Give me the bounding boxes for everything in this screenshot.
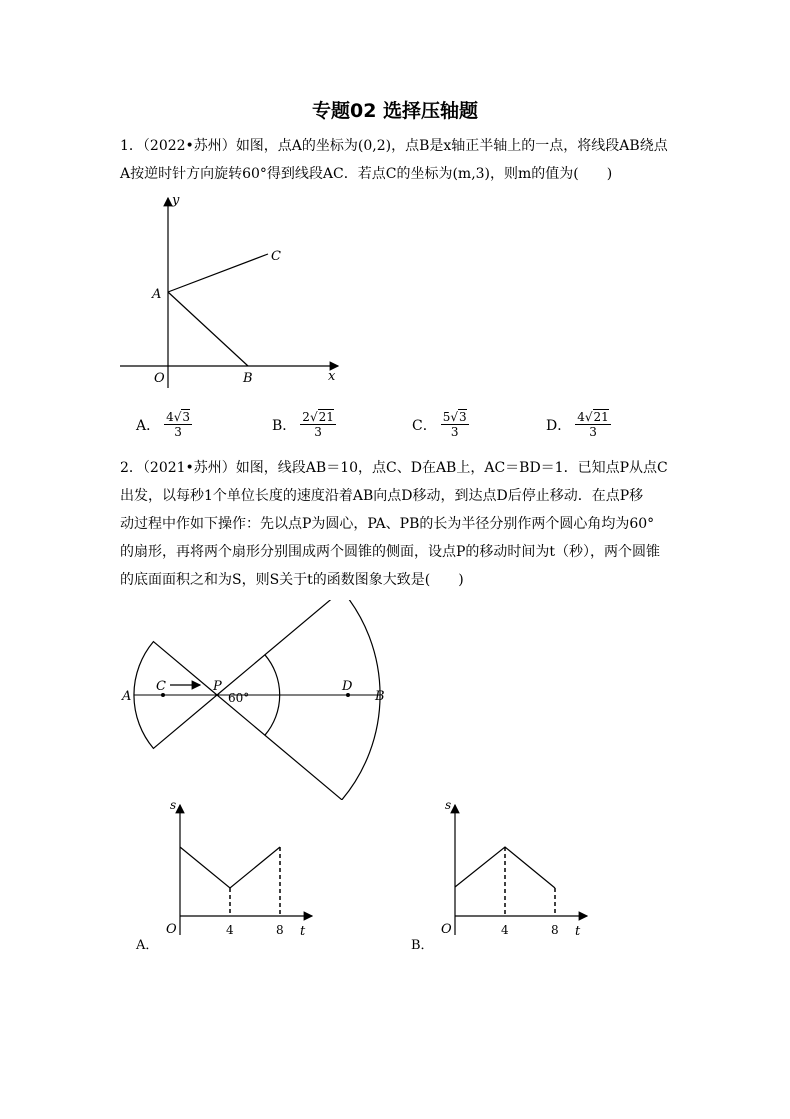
label-B2: B <box>375 689 385 704</box>
question-2-line-5: 的底面面积之和为S，则S关于t的函数图象大致是( ) <box>120 572 464 588</box>
question-2-text <box>120 454 680 594</box>
graph-A-ylabel: s <box>170 798 177 812</box>
option-D-coef: 4 <box>577 410 585 424</box>
question-1-line-1-text: 如图，点A的坐标为(0,2)，点B是x轴正半轴上的一点，将线段AB绕点 <box>235 138 668 154</box>
label-C: C <box>271 249 281 264</box>
question-2-figure <box>118 600 398 800</box>
label-D2: D <box>342 679 353 694</box>
question-1-line-1 <box>120 132 680 160</box>
graph-B-tick-4: 4 <box>501 923 509 937</box>
option-A[interactable] <box>136 410 192 439</box>
label-P: P <box>213 679 222 694</box>
option-B-coef: 2 <box>302 410 310 424</box>
graph-B-origin: O <box>441 922 452 937</box>
question-2-line-2: 出发，以每秒1个单位长度的速度沿着AB向点D移动，到达点D后停止移动．在点P移 <box>120 488 644 504</box>
option-C-radicand: 3 <box>459 410 467 424</box>
option-D-value: $\frac{4√21}{3}$ <box>577 410 609 439</box>
graph-A <box>150 795 330 945</box>
option-C-den: 3 <box>450 425 459 439</box>
label-C2: C <box>156 679 166 694</box>
option-D-den: 3 <box>589 425 597 439</box>
option-B-den: 3 <box>314 425 322 439</box>
label-B: B <box>243 371 253 386</box>
graph-A-curve <box>180 847 280 888</box>
option-D-label: D． <box>546 417 572 434</box>
label-A: A <box>152 287 162 302</box>
segment-AB <box>168 292 248 366</box>
option-B[interactable] <box>272 410 336 439</box>
page-title: 专题02 选择压轴题 <box>311 100 479 122</box>
option-B-label: B． <box>272 417 297 434</box>
graph-A-tick-4: 4 <box>226 923 234 937</box>
question-1-source: （2022•苏州） <box>142 138 236 154</box>
option-A-coef: 4 <box>166 410 174 424</box>
option-B-radicand: 21 <box>318 410 334 424</box>
question-2-line-1: 2．（2021•苏州）如图，线段AB＝10，点C、D在AB上，AC＝BD＝1．已知点P从点C <box>120 460 668 476</box>
graph-A-origin: O <box>166 922 177 937</box>
option-A-label: A． <box>136 417 161 434</box>
question-1-number: 1． <box>120 138 143 154</box>
question-2-line-4: 的扇形，再将两个扇形分别围成两个圆锥的侧面，设点P的移动时间为t（秒），两个圆锥 <box>120 544 661 560</box>
option-C-value: $\frac{5√3}{3}$ <box>442 410 467 439</box>
graph-B-ylabel: s <box>445 798 452 812</box>
question-1-text <box>120 132 680 188</box>
graph-B-tick-8: 8 <box>551 923 559 937</box>
segment-AC <box>168 254 268 292</box>
option-A-radicand: 3 <box>182 410 191 424</box>
graph-A-label[interactable]: A． <box>136 938 159 953</box>
option-A-den: 3 <box>174 425 182 439</box>
graph-B-label[interactable]: B． <box>411 938 434 953</box>
graph-B <box>425 795 605 945</box>
graph-A-tick-8: 8 <box>276 923 284 937</box>
option-A-value: $\frac{4√3}{3}$ <box>166 410 191 439</box>
option-D-radicand: 21 <box>593 410 609 424</box>
option-C-coef: 5 <box>442 410 451 424</box>
option-C[interactable] <box>412 410 469 439</box>
question-1-figure <box>110 190 350 390</box>
graph-B-curve <box>455 847 555 888</box>
label-angle: 60° <box>228 691 250 705</box>
option-B-value: $\frac{2√21}{3}$ <box>302 410 334 439</box>
label-origin: O <box>154 371 165 386</box>
graph-B-xlabel: t <box>575 924 581 939</box>
label-x: x <box>328 369 336 384</box>
question-2-line-3: 动过程中作如下操作：先以点P为圆心，PA、PB的长为半径分别作两个圆心角均为60° <box>120 516 655 532</box>
graph-A-xlabel: t <box>300 924 306 939</box>
label-y: y <box>172 193 180 208</box>
question-1-line-2: A按逆时针方向旋转60°得到线段AC．若点C的坐标为(m,3)，则m的值为( ) <box>120 166 613 182</box>
label-A2: A <box>122 689 132 704</box>
option-C-label: C． <box>412 417 437 434</box>
option-D[interactable] <box>546 410 611 439</box>
